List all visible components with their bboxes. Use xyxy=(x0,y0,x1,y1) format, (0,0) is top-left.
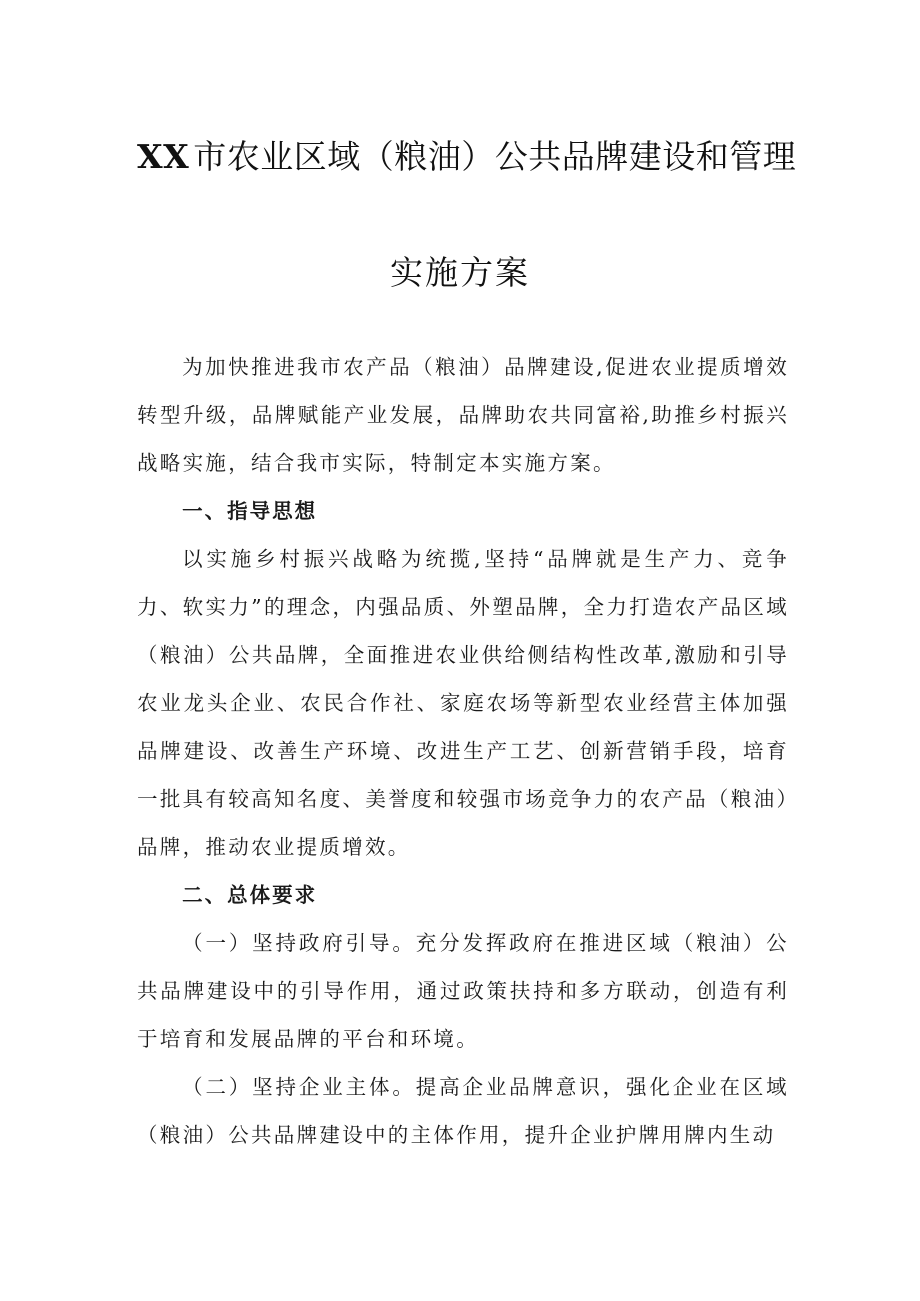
guiding-ideology-paragraph: 以实施乡村振兴战略为统揽,坚持“品牌就是生产力、竞争力、软实力”的理念，内强品质、外塑品牌，全力打造农产品区域（粮油）公共品牌，全面推进农业供给侧结构性改革,激励和引导农业龙头企业、农民合作社、家庭农场等新型农业经营主体加强品牌建设、改善生产环境、改进生产工艺、创新营销手段，培育一批具有较高知名度、美誉度和较强市场竞争力的农产品（粮油）品牌，推动农业提质增效。 xyxy=(137,547,789,859)
requirement-item-1: （一）坚持政府引导。充分发挥政府在推进区域（粮油）公共品牌建设中的引导作用，通过政策扶持和多方联动，创造有利于培育和发展品牌的平台和环境。 xyxy=(137,931,789,1051)
document-subtitle: 实施方案 xyxy=(390,253,530,292)
section-heading-guiding-ideology: 一、指导思想 xyxy=(182,499,318,523)
requirement-item-2: （二）坚持企业主体。提高企业品牌意识，强化企业在区域（粮油）公共品牌建设中的主体作用，提升企业护牌用牌内生动 xyxy=(137,1075,789,1147)
section-heading-general-requirements: 二、总体要求 xyxy=(182,883,318,907)
title-prefix: XX xyxy=(137,137,190,176)
document-title xyxy=(137,136,797,178)
document-body xyxy=(137,343,789,1159)
intro-paragraph: 为加快推进我市农产品（粮油）品牌建设,促进农业提质增效转型升级，品牌赋能产业发展，品牌助农共同富裕,助推乡村振兴战略实施，结合我市实际，特制定本实施方案。 xyxy=(137,355,789,475)
title-main-text: 市农业区域（粮油）公共品牌建设和管理 xyxy=(193,137,797,176)
